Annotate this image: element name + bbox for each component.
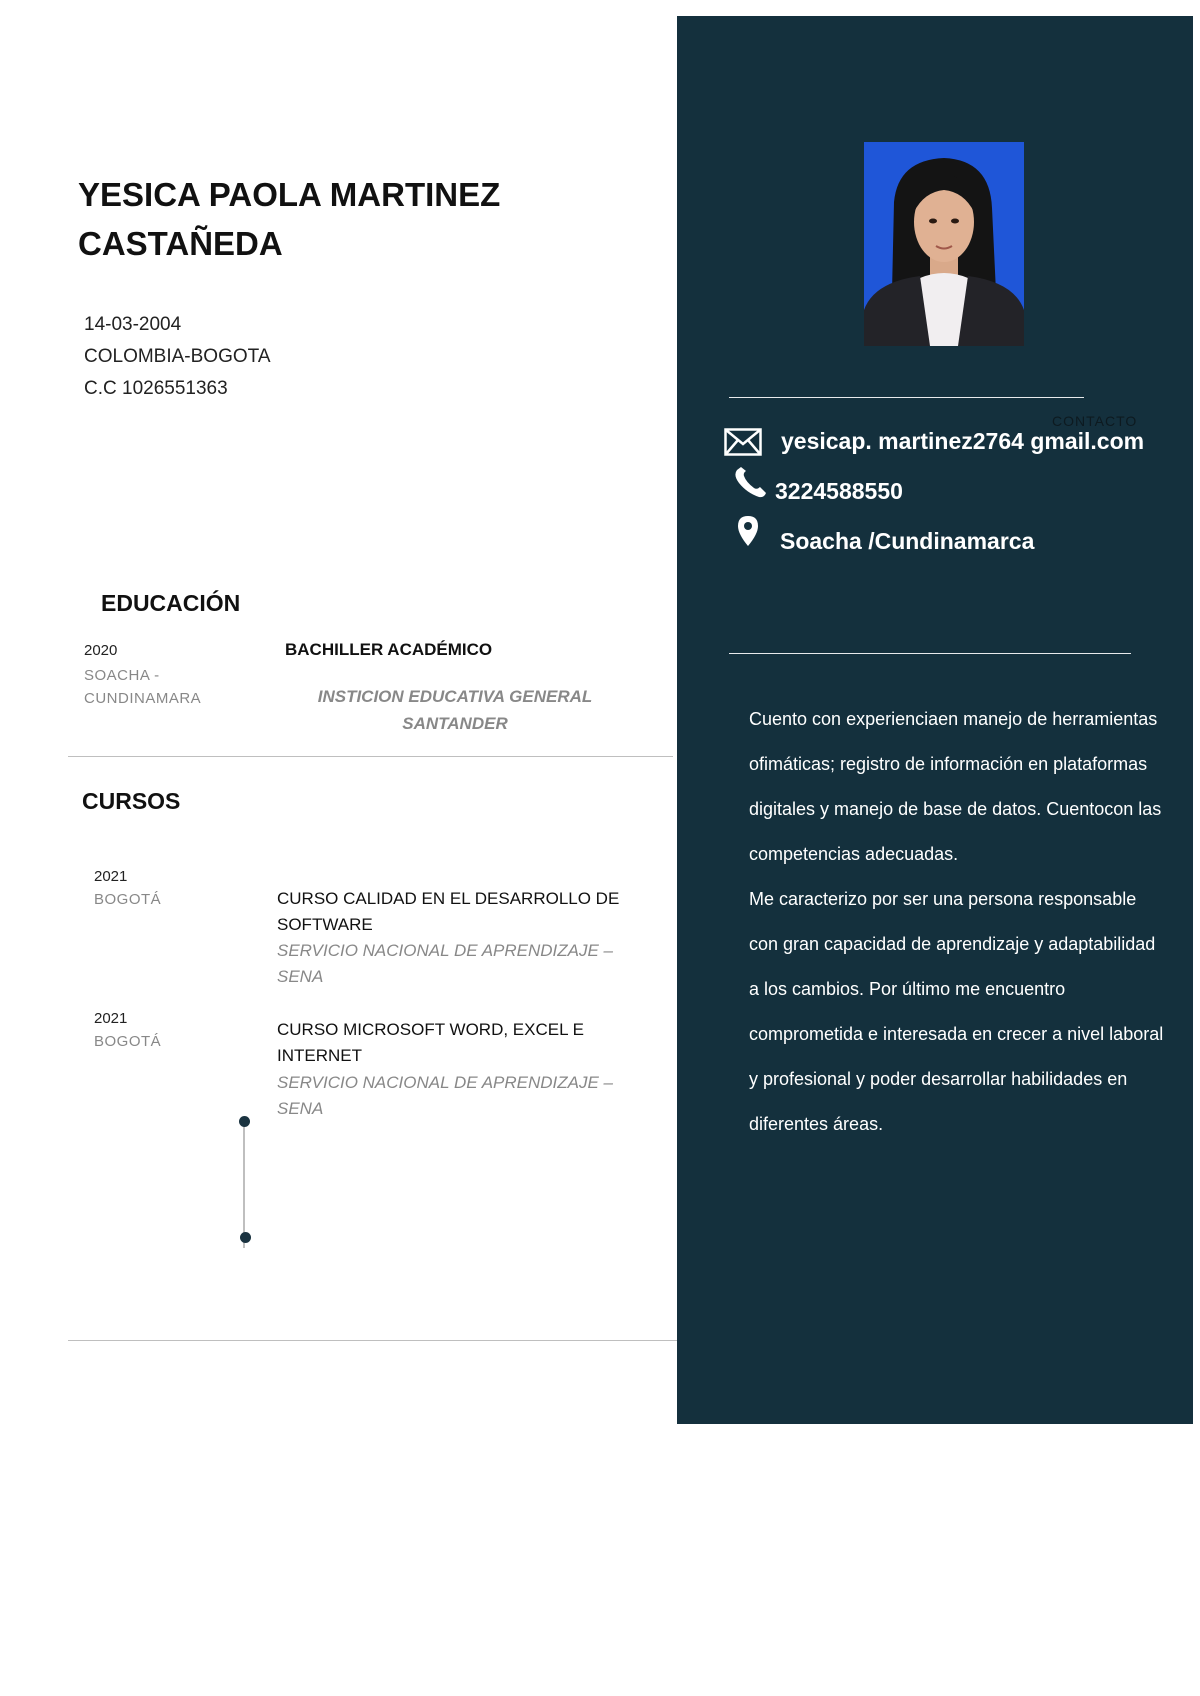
name-line-1: YESICA PAOLA MARTINEZ xyxy=(78,176,501,213)
personal-info xyxy=(84,309,271,405)
timeline-line xyxy=(243,1120,245,1248)
contact-phone[interactable]: 3224588550 xyxy=(775,478,903,504)
course-1-year: 2021 xyxy=(94,868,128,885)
contact-label: CONTACTO xyxy=(1052,413,1138,429)
course-2-location: BOGOTÁ xyxy=(94,1033,162,1050)
name-line-2: CASTAÑEDA xyxy=(78,225,283,262)
birth-date: 14-03-2004 xyxy=(84,314,182,335)
summary-paragraph-2: Me caracterizo por ser una persona responsable con gran capacidad de aprendizaje y adaptabilidad a los cambios. Por último me encuentro comprometida e interesada en crecer a nivel laboral y profesional y poder desarrollar habilidades en diferentes áreas. xyxy=(749,889,1164,1134)
candidate-name xyxy=(78,170,618,268)
education-degree: BACHILLER ACADÉMICO xyxy=(285,640,493,659)
courses-title: CURSOS xyxy=(82,788,181,814)
profile-summary xyxy=(749,697,1169,1147)
course-2-title: CURSO MICROSOFT WORD, EXCEL E INTERNET xyxy=(277,1020,584,1065)
section-divider xyxy=(68,1340,677,1341)
portrait-illustration xyxy=(864,142,1024,346)
course-1-location: BOGOTÁ xyxy=(94,891,162,908)
education-year: 2020 xyxy=(84,642,118,659)
contact-address: Soacha /Cundinamarca xyxy=(780,528,1035,554)
education-location: SOACHA - CUNDINAMARA xyxy=(84,667,202,707)
course-2-year: 2021 xyxy=(94,1010,128,1027)
course-2-institution: SERVICIO NACIONAL DE APRENDIZAJE – SENA xyxy=(277,1073,613,1118)
location: COLOMBIA-BOGOTA xyxy=(84,346,271,367)
contact-email[interactable]: yesicap. martinez2764 gmail.com xyxy=(781,428,1145,454)
course-1-title: CURSO CALIDAD EN EL DESARROLLO DE SOFTWARE xyxy=(277,889,620,934)
timeline-dot xyxy=(239,1116,250,1127)
panel-divider xyxy=(729,397,1084,398)
profile-photo xyxy=(864,142,1024,346)
panel-divider xyxy=(729,653,1131,654)
envelope-icon xyxy=(724,428,762,461)
education-title: EDUCACIÓN xyxy=(101,590,241,616)
course-1-institution: SERVICIO NACIONAL DE APRENDIZAJE – SENA xyxy=(277,941,613,986)
summary-paragraph-1: Cuento con experienciaen manejo de herramientas ofimáticas; registro de información en plataformas digitales y manejo de base de datos. Cuentocon las competencias adecuadas. xyxy=(749,709,1162,864)
phone-icon xyxy=(733,467,767,504)
section-divider xyxy=(68,756,673,757)
timeline-dot xyxy=(240,1232,251,1243)
location-pin-icon xyxy=(737,515,759,552)
education-school: INSTICION EDUCATIVA GENERAL SANTANDER xyxy=(317,687,593,733)
id-number: C.C 1026551363 xyxy=(84,378,228,399)
